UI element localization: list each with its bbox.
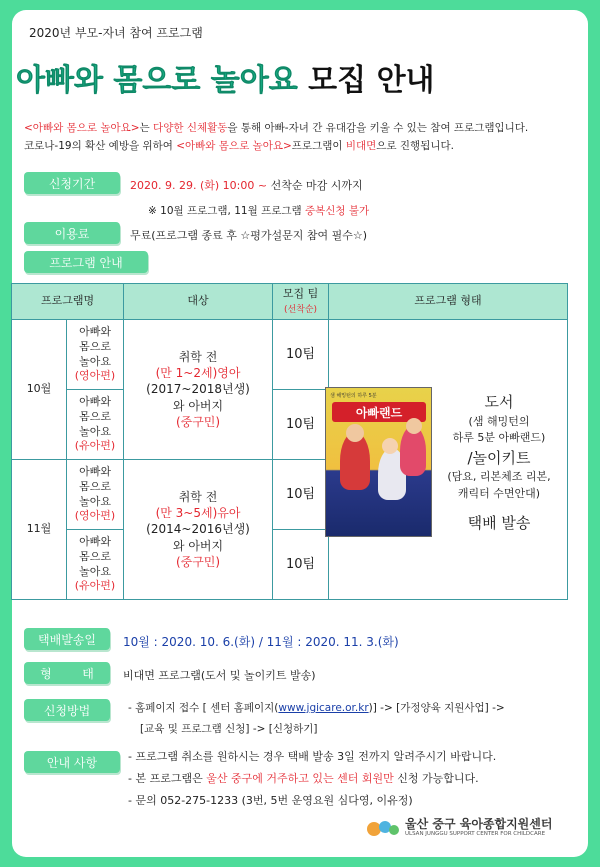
- book-cover-image: [325, 387, 432, 537]
- intro-text: 을 통해 아빠-자녀 간 유대감을 키울 수 있는 참여 프로그램입니다.: [227, 122, 529, 134]
- month-cell: 11월: [12, 460, 67, 600]
- poster-top-text: 샘 해밍턴의 하루 5분: [330, 393, 377, 399]
- intro-text: 코로나-19의 확산 예방을 위하여: [24, 140, 177, 152]
- month-cell: 10월: [12, 320, 67, 460]
- father-head: [346, 424, 364, 442]
- intro-text: 으로 진행됩니다.: [376, 140, 454, 152]
- apply-label: 신청방법: [24, 699, 110, 721]
- notice-label: 안내 사항: [24, 751, 120, 773]
- header-target: 대상: [124, 284, 273, 320]
- delivery-value: 10월 : 2020. 10. 6.(화) / 11월 : 2020. 11. 3.(화): [123, 635, 399, 649]
- team-cell: 10팀: [273, 390, 329, 460]
- page-title: [16, 55, 435, 99]
- org-name-en: ULSAN JUNGGU SUPPORT CENTER FOR CHILDCARE: [405, 831, 546, 837]
- period-date: 2020. 9. 29. (화) 10:00 ~: [130, 179, 268, 192]
- target-cell: 취학 전 (만 1~2세)영아 (2017~2018년생) 와 아버지 (중구민): [124, 320, 273, 460]
- notice-text: - 본 프로그램은: [128, 772, 207, 785]
- apply-line-2: [교육 및 프로그램 신청] -> [신청하기]: [140, 723, 318, 735]
- header-program: 프로그램명: [12, 284, 124, 320]
- form-label: 형 태: [24, 662, 110, 684]
- program-name-cell: 아빠와 몸으로 놀아요 (영아편): [67, 320, 124, 390]
- org-logo-icon: [365, 816, 401, 840]
- table-header-row: [12, 284, 568, 320]
- program-name-cell: 아빠와 몸으로 놀아요 (영아편): [67, 460, 124, 530]
- child-head: [382, 438, 398, 454]
- header-team-sub: (선착순): [283, 304, 318, 315]
- team-cell: 10팀: [273, 320, 329, 390]
- mother-head: [406, 418, 422, 434]
- header-format: 프로그램 형태: [329, 284, 568, 320]
- period-note-warning: 중복신청 불가: [304, 205, 370, 217]
- notice-line-3: - 문의 052-275-1233 (3번, 5번 운영요원 심다영, 이유정): [128, 794, 413, 807]
- format-kit-detail: 캐릭터 수면안대): [457, 486, 541, 500]
- notice-highlight: 울산 중구에 거주하고 있는 센터 회원만: [206, 772, 394, 785]
- intro-highlight: 다양한 신체활동: [153, 122, 228, 134]
- intro-program-name: <아빠와 몸으로 놀아요>: [24, 122, 140, 134]
- apply-line-1: [128, 700, 505, 715]
- period-value: [130, 177, 363, 193]
- notice-line-1: - 프로그램 취소를 원하시는 경우 택배 발송 3일 전까지 알려주시기 바랍니다.: [128, 750, 497, 763]
- org-name: 울산 중구 육아종합지원센터: [405, 817, 553, 831]
- apply-text: )] -> [가정양육 지원사업] ->: [368, 702, 505, 714]
- intro-program-name: <아빠와 몸으로 놀아요>: [176, 140, 292, 152]
- format-delivery: 택배 발송: [467, 514, 531, 532]
- title-green: 아빠와 몸으로 놀아요: [16, 63, 298, 98]
- notice-text: 신청 가능합니다.: [393, 772, 479, 785]
- apply-text: - 홈페이지 접수 [ 센터 홈페이지(: [128, 702, 279, 714]
- title-black: 모집 안내: [297, 63, 435, 98]
- intro-text: 는: [139, 122, 154, 134]
- intro-text: 프로그램이: [291, 140, 346, 152]
- format-book-detail: 하루 5분 아빠랜드): [452, 431, 546, 444]
- program-guide-label: 프로그램 안내: [24, 251, 148, 273]
- intro-highlight: 비대면: [345, 140, 377, 152]
- format-book-detail: (샘 해밍턴의: [468, 414, 530, 428]
- format-kit-detail: (담요, 리본체조 리본,: [447, 470, 551, 483]
- period-label: 신청기간: [24, 172, 120, 194]
- period-note-text: ※ 10월 프로그램, 11월 프로그램: [148, 205, 305, 217]
- notice-line-2: [128, 770, 479, 786]
- delivery-label: 택배발송일: [24, 628, 110, 650]
- period-deadline: 선착순 마감 시까지: [267, 179, 363, 192]
- team-cell: 10팀: [273, 460, 329, 530]
- program-name-cell: 아빠와 몸으로 놀아요 (유아편): [67, 530, 124, 600]
- program-name-cell: 아빠와 몸으로 놀아요 (유아편): [67, 390, 124, 460]
- header-team: [273, 284, 329, 320]
- table-row: [12, 320, 568, 390]
- intro-line-1: [24, 120, 528, 135]
- format-book: 도서: [484, 393, 514, 411]
- intro-line-2: [24, 138, 454, 153]
- format-text: [437, 391, 561, 535]
- fee-label: 이용료: [24, 222, 120, 244]
- homepage-link[interactable]: www.jgicare.or.kr: [278, 702, 369, 714]
- period-note: [148, 203, 369, 218]
- target-cell: 취학 전 (만 3~5세)유아 (2014~2016년생) 와 아버지 (중구민): [124, 460, 273, 600]
- header-team-label: 모집 팀: [282, 286, 319, 300]
- form-value: 비대면 프로그램(도서 및 놀이키트 발송): [123, 669, 316, 682]
- format-kit: /놀이키트: [467, 448, 531, 467]
- poster-title: 아빠랜드: [332, 402, 426, 422]
- team-cell: 10팀: [273, 530, 329, 600]
- fee-value: 무료(프로그램 종료 후 ☆평가설문지 참여 필수☆): [130, 229, 368, 242]
- page-subtitle: 2020년 부모-자녀 참여 프로그램: [29, 26, 203, 40]
